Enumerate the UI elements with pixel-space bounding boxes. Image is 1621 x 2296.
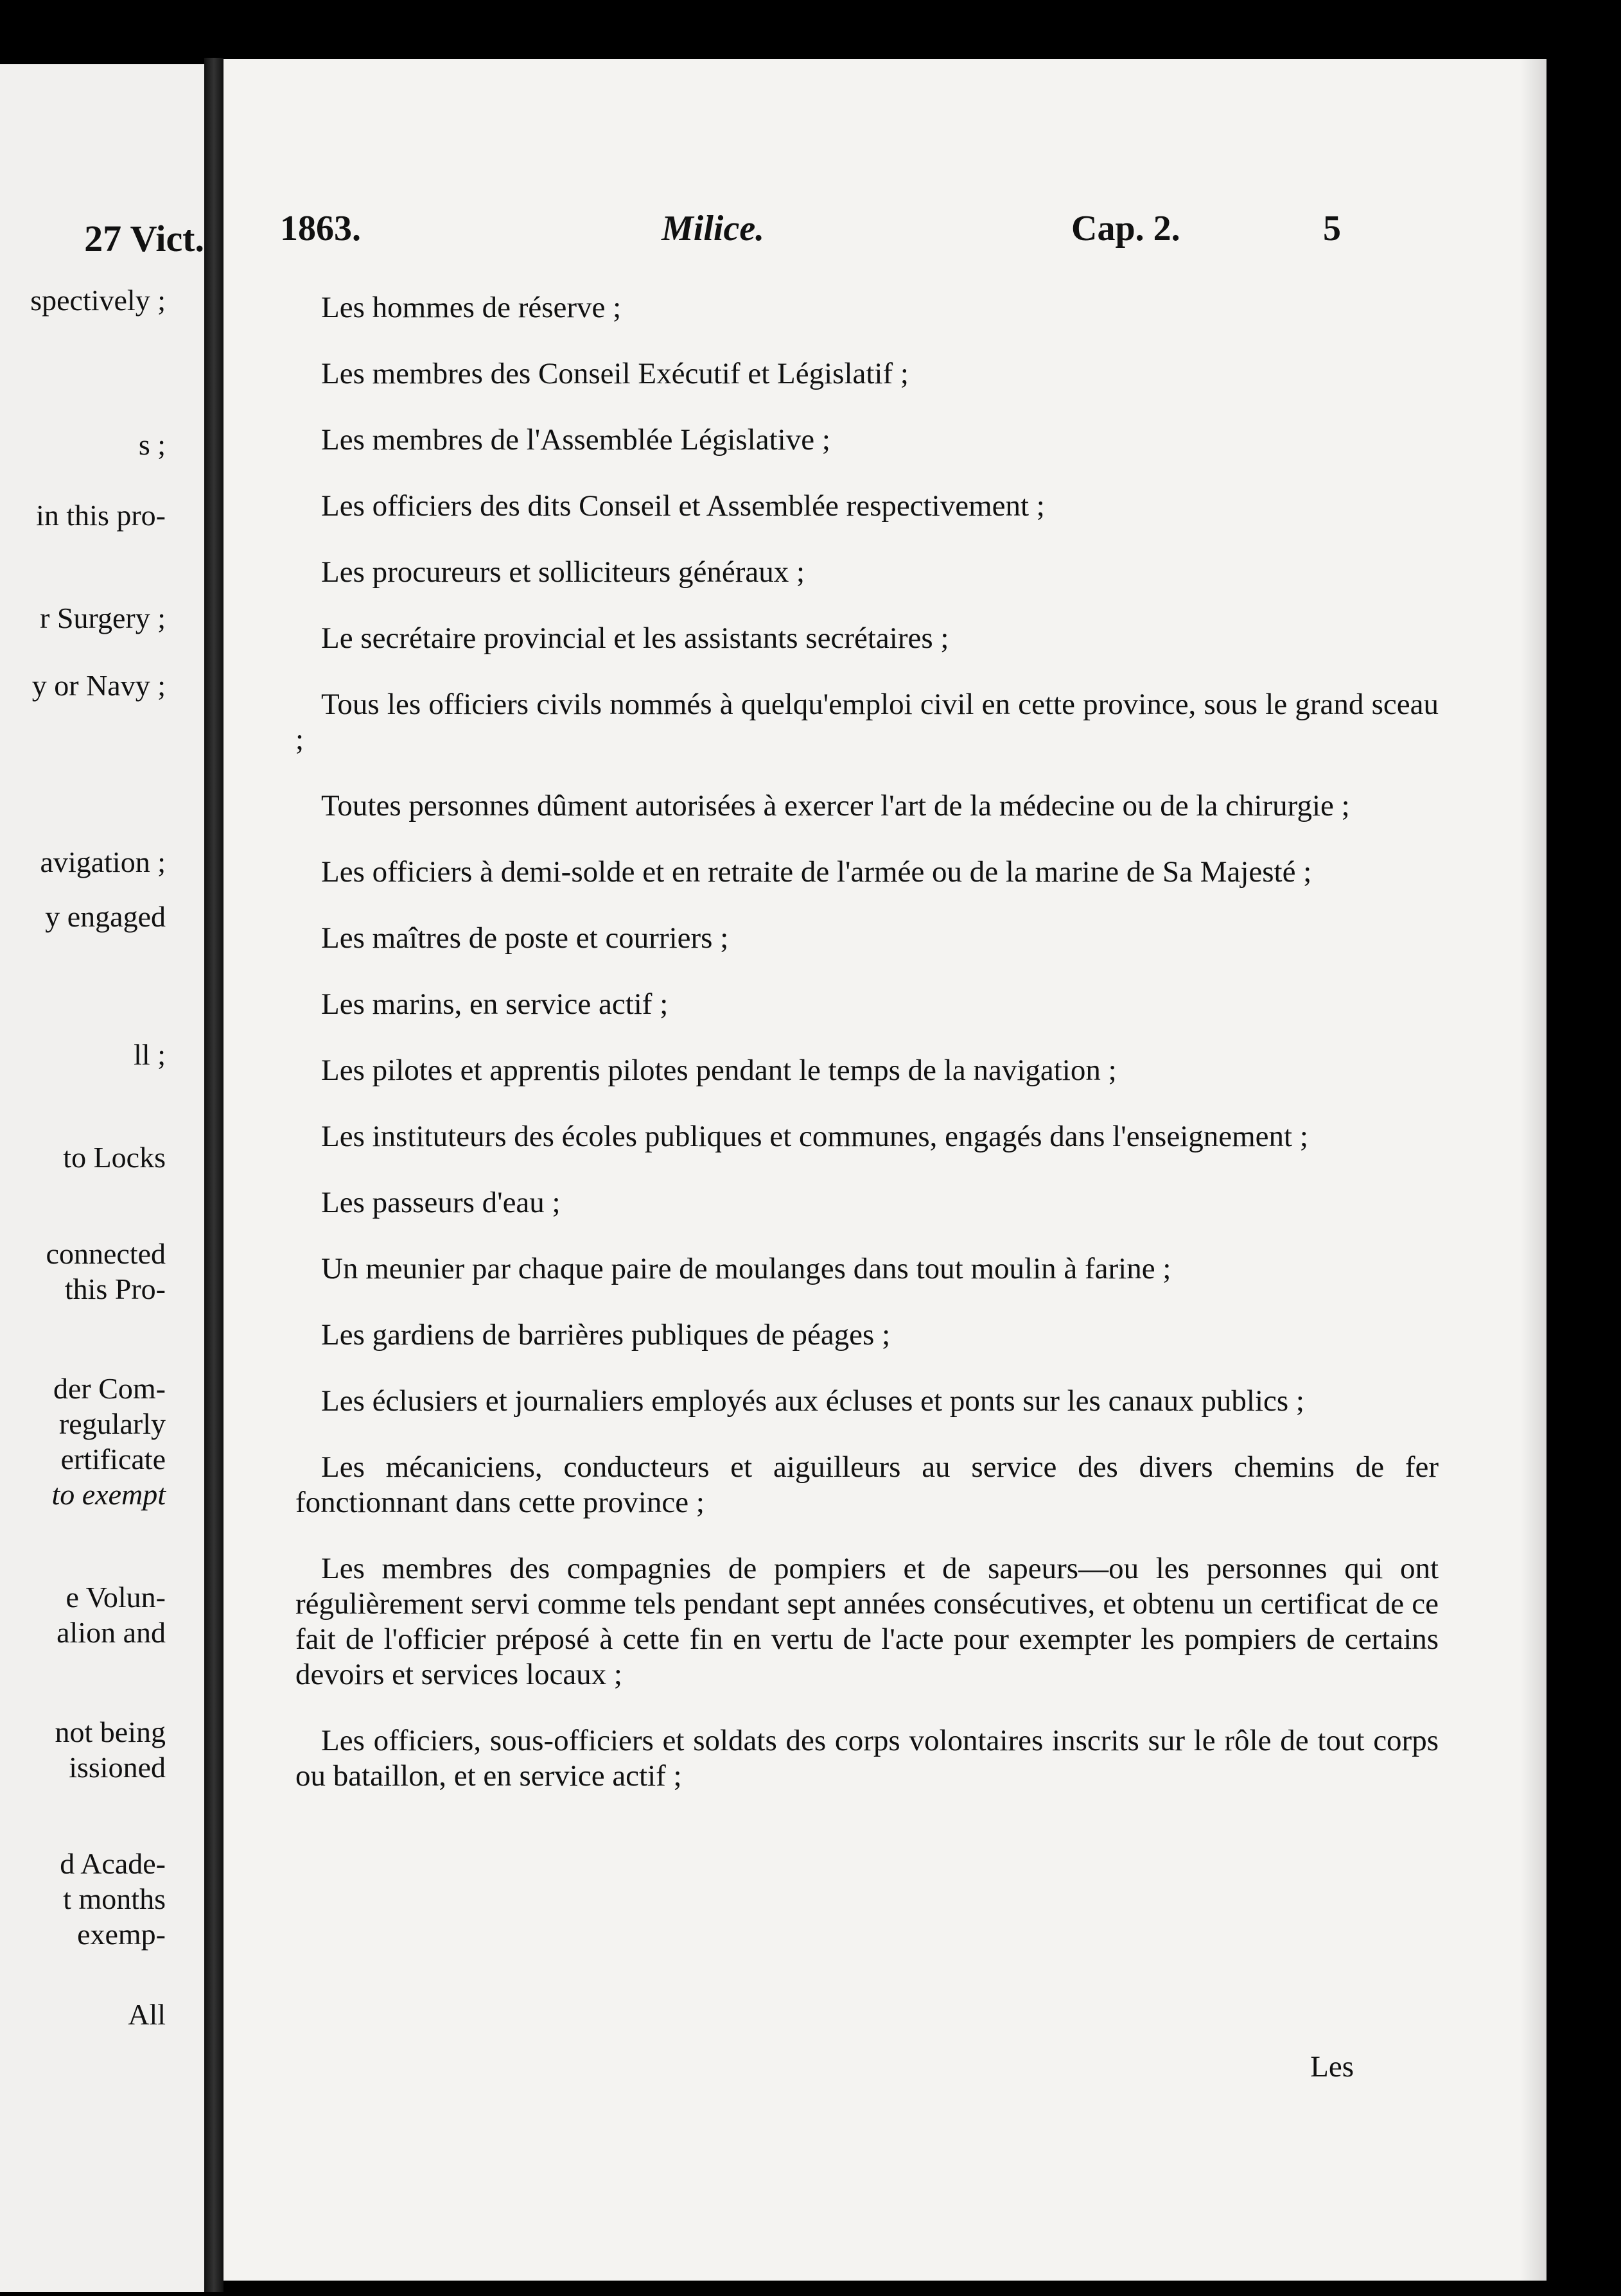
- right-page: [223, 59, 1547, 2281]
- paragraph: Les maîtres de poste et courriers ;: [321, 921, 729, 955]
- left-page-line: avigation ;: [40, 846, 166, 878]
- left-page-line: alion and: [57, 1616, 166, 1649]
- left-page-line: der Com-: [53, 1372, 166, 1405]
- paragraph: Les passeurs d'eau ;: [321, 1186, 561, 1219]
- left-page-line: spectively ;: [30, 284, 166, 317]
- left-page-line: this Pro-: [64, 1273, 166, 1305]
- left-page-line: y or Navy ;: [31, 669, 166, 702]
- paragraph: Les membres des Conseil Exécutif et Législatif ;: [321, 357, 909, 390]
- paragraph: Les pilotes et apprentis pilotes pendant le temps de la navigation ;: [321, 1054, 1117, 1087]
- left-page-line: t months: [63, 1883, 166, 1915]
- left-page-line: y engaged: [45, 900, 166, 933]
- header-year: 1863.: [280, 209, 361, 248]
- paragraph: Les membres de l'Assemblée Législative ;: [321, 423, 830, 457]
- paragraph: Le secrétaire provincial et les assistants secrétaires ;: [321, 622, 949, 655]
- paragraph: Toutes personnes dûment autorisées à exercer l'art de la médecine ou de la chirurgie ;: [321, 789, 1350, 822]
- left-page-header: 27 Vict.: [84, 218, 204, 259]
- body-text: [295, 290, 1439, 1825]
- left-page-line: connected: [46, 1237, 166, 1270]
- paragraph: Tous les officiers civils nommés à quelqu'emploi civil en cette province, sous le grand sceau ;: [295, 688, 1439, 756]
- left-page-line: to Locks: [63, 1141, 166, 1174]
- page-gutter: [204, 58, 223, 2292]
- left-page-line: e Volun-: [66, 1581, 166, 1613]
- left-page-line: regularly: [58, 1407, 166, 1440]
- left-page-line: not being: [55, 1716, 166, 1748]
- header-chapter: Cap. 2.: [1071, 209, 1180, 248]
- left-page-line: exemp-: [77, 1918, 166, 1951]
- paragraph: Les éclusiers et journaliers employés aux écluses et ponts sur les canaux publics ;: [321, 1384, 1304, 1418]
- left-page-line: d Acade-: [60, 1847, 166, 1880]
- paragraph: Les officiers, sous-officiers et soldats des corps volontaires inscrits sur le rôle de tout corps ou bataillon, et en service actif ;: [295, 1724, 1439, 1793]
- left-page-line: All: [128, 1998, 166, 2031]
- left-page-line: ertificate: [60, 1443, 166, 1475]
- paragraph: Un meunier par chaque paire de moulanges dans tout moulin à farine ;: [321, 1252, 1171, 1285]
- paragraph: Les hommes de réserve ;: [321, 291, 622, 324]
- paragraph: Les gardiens de barrières publiques de péages ;: [321, 1318, 891, 1352]
- page-number: 5: [1323, 209, 1341, 248]
- left-page-line: issioned: [69, 1751, 166, 1784]
- left-page-line: s ;: [138, 428, 166, 461]
- paragraph: Les instituteurs des écoles publiques et communes, engagés dans l'enseignement ;: [321, 1120, 1308, 1153]
- paragraph: Les officiers à demi-solde et en retraite de l'armée ou de la marine de Sa Majesté ;: [321, 855, 1312, 889]
- left-page-line: r Surgery ;: [40, 602, 166, 634]
- paragraph: Les mécaniciens, conducteurs et aiguilleurs au service des divers chemins de fer fonctionnant dans cette province ;: [295, 1450, 1439, 1519]
- paragraph: Les procureurs et solliciteurs généraux ;: [321, 555, 805, 589]
- header-title: Milice.: [662, 209, 765, 248]
- left-page-line: ll ;: [134, 1038, 166, 1071]
- paragraph: Les membres des compagnies de pompiers et de sapeurs—ou les personnes qui ont régulièrement servi comme tels pendant sept années consécutives, et obtenu un certificat de ce fait de l'officier préposé à cette fin en vertu de l'acte pour exempter les pompiers de certains devoirs et services locaux ;: [295, 1552, 1439, 1691]
- left-page-line: in this pro-: [36, 499, 166, 532]
- left-page-line: to exempt: [51, 1478, 166, 1511]
- paragraph: Les officiers des dits Conseil et Assemblée respectivement ;: [321, 489, 1045, 523]
- catchword: Les: [1310, 2050, 1354, 2083]
- page-edge-shadow: [1521, 59, 1547, 2281]
- left-facing-page: [0, 64, 204, 2292]
- paragraph: Les marins, en service actif ;: [321, 987, 669, 1021]
